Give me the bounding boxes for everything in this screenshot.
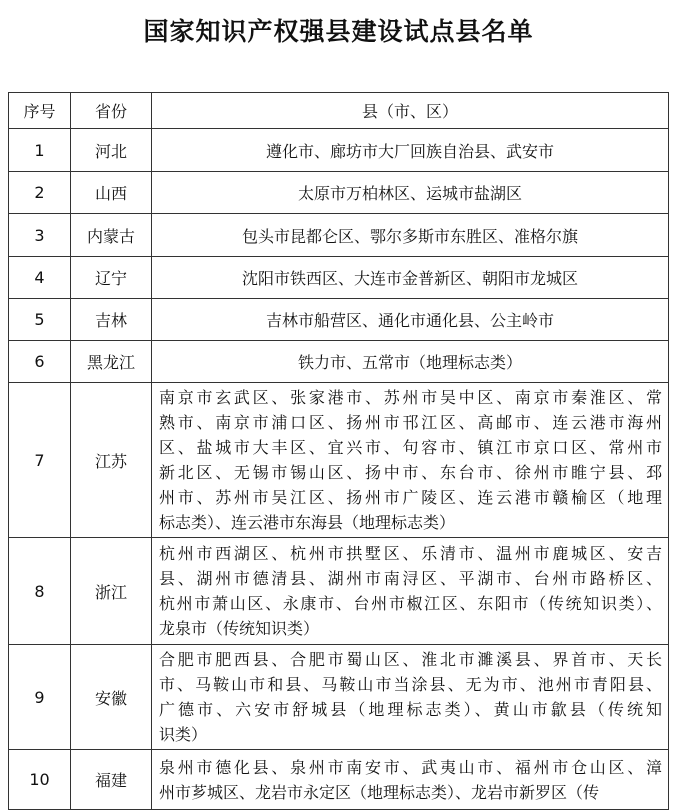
table-row (9, 341, 669, 383)
row-counties (152, 750, 669, 810)
county-line: 市、马鞍山市和县、马鞍山市当涂县、无为市、池州市青阳县、 (159, 675, 662, 694)
table-header-row (9, 93, 669, 129)
row-counties: 包头市昆都仑区、鄂尔多斯市东胜区、准格尔旗 (152, 214, 669, 257)
row-index: 3 (9, 214, 71, 257)
row-province: 山西 (71, 172, 152, 214)
row-counties: 太原市万柏林区、运城市盐湖区 (152, 172, 669, 214)
row-index: 4 (9, 257, 71, 299)
row-province: 浙江 (71, 538, 152, 645)
county-line: 杭州市萧山区、永康市、台州市椒江区、东阳市（传统知识类）、 (159, 594, 662, 613)
row-province: 河北 (71, 129, 152, 172)
row-province: 黑龙江 (71, 341, 152, 383)
row-counties: 沈阳市铁西区、大连市金普新区、朝阳市龙城区 (152, 257, 669, 299)
county-line: 合肥市肥西县、合肥市蜀山区、淮北市濉溪县、界首市、天长 (159, 650, 662, 669)
row-province: 辽宁 (71, 257, 152, 299)
county-list-table (8, 92, 669, 810)
county-line: 新北区、无锡市锡山区、扬中市、东台市、徐州市睢宁县、邳 (159, 463, 662, 482)
row-province: 福建 (71, 750, 152, 810)
header-index: 序号 (9, 93, 71, 129)
row-province: 江苏 (71, 383, 152, 538)
county-line: 泉州市德化县、泉州市南安市、武夷山市、福州市仓山区、漳 (159, 757, 662, 777)
row-index: 2 (9, 172, 71, 214)
county-line: 区、盐城市大丰区、宜兴市、句容市、镇江市京口区、常州市 (159, 438, 662, 457)
row-index: 7 (9, 383, 71, 538)
county-line: 熟市、南京市浦口区、扬州市邗江区、高邮市、连云港市海州 (159, 413, 662, 432)
table-row (9, 750, 669, 810)
row-index: 8 (9, 538, 71, 645)
county-line: 标志类）、连云港市东海县（地理标志类） (159, 513, 456, 532)
table-row (9, 538, 669, 645)
table-row (9, 257, 669, 299)
table-row (9, 299, 669, 341)
county-line: 广德市、六安市舒城县（地理标志类）、黄山市歙县（传统知 (159, 700, 662, 719)
county-line: 州市芗城区、龙岩市永定区（地理标志类）、龙岩市新罗区（传 (159, 782, 600, 802)
row-index: 10 (9, 750, 71, 810)
table-row (9, 645, 669, 750)
table-row (9, 383, 669, 538)
row-counties (152, 645, 669, 750)
table-row (9, 214, 669, 257)
row-counties: 遵化市、廊坊市大厂回族自治县、武安市 (152, 129, 669, 172)
row-province: 内蒙古 (71, 214, 152, 257)
row-index: 1 (9, 129, 71, 172)
row-counties: 铁力市、五常市（地理标志类） (152, 341, 669, 383)
county-line: 龙泉市（传统知识类） (159, 619, 320, 638)
county-line: 州市、苏州市吴江区、扬州市广陵区、连云港市赣榆区（地理 (159, 488, 662, 507)
row-province: 安徽 (71, 645, 152, 750)
county-line: 杭州市西湖区、杭州市拱墅区、乐清市、温州市鹿城区、安吉 (159, 544, 662, 563)
table-row (9, 129, 669, 172)
document-title: 国家知识产权强县建设试点县名单 (143, 17, 534, 46)
header-province: 省份 (71, 93, 152, 129)
table-row (9, 172, 669, 214)
row-index: 6 (9, 341, 71, 383)
row-counties: 吉林市船营区、通化市通化县、公主岭市 (152, 299, 669, 341)
row-counties (152, 538, 669, 645)
county-line: 南京市玄武区、张家港市、苏州市吴中区、南京市秦淮区、常 (159, 388, 662, 407)
row-counties (152, 383, 669, 538)
header-counties: 县（市、区） (152, 93, 669, 129)
row-index: 5 (9, 299, 71, 341)
county-line: 识类） (159, 725, 208, 744)
row-index: 9 (9, 645, 71, 750)
row-province: 吉林 (71, 299, 152, 341)
county-line: 县、湖州市德清县、湖州市南浔区、平湖市、台州市路桥区、 (159, 569, 662, 588)
